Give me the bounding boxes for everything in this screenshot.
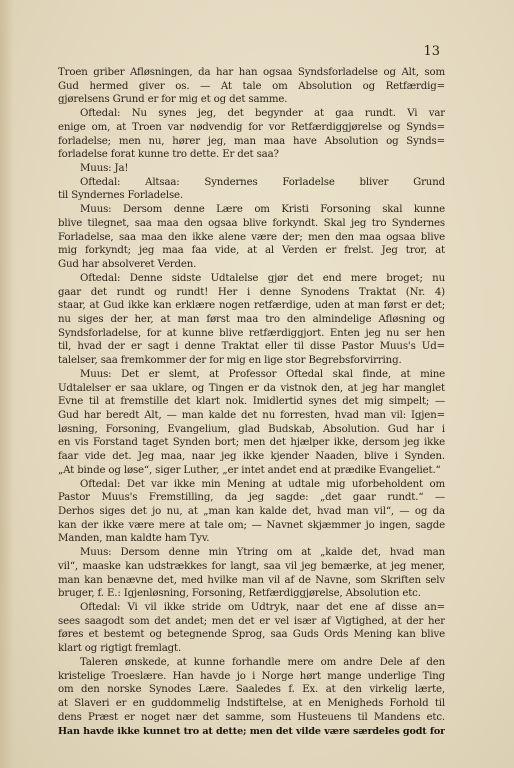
text-line: Gud har absolveret Verden. bbox=[58, 259, 197, 271]
text-line: til, hvad der er sagt i denne Traktat eller til disse Pastor Muus's Ud= bbox=[58, 341, 445, 353]
text-line: til Syndernes Forladelse. bbox=[58, 190, 184, 202]
text-line: Oftedal: Altsaa: Syndernes Forladelse bliver Grund bbox=[80, 176, 445, 188]
text-line: Pastor Muus's Fremstilling, da jeg sagde: „det gaar rundt.“ — bbox=[58, 492, 445, 504]
text-line: Gud hermed giver os. — At tale om Absolution og Retfærdig= bbox=[58, 80, 445, 92]
text-line: Syndsforladelse, for at kunne blive retfærdiggjort. Enten jeg nu ser hen bbox=[58, 327, 445, 339]
text-line: Manden, man kaldte ham Tyv. bbox=[58, 533, 210, 545]
text-line: gaar det rundt og rundt! Her i denne Synodens Traktat (Nr. 4) bbox=[58, 286, 445, 298]
text-line: enige om, at Troen var nødvendig for vor Retfærdiggjørelse og Synds= bbox=[58, 121, 445, 133]
text-line: Derhos siges det jo nu, at „man kan kalde det, hvad man vil“, — og da bbox=[58, 506, 445, 517]
text-line: nu siges der her, at man først maa tro den almindelige Afløsning og bbox=[58, 313, 445, 325]
text-line: blive tilegnet, saa maa den ogsaa blive forkyndt. Skal jeg tro Syndernes bbox=[58, 217, 445, 229]
text-line: forladelse forat kunne tro dette. Er det saa? bbox=[58, 149, 279, 161]
text-line: Udtalelser er saa uklare, og Tingen er da vistnok den, at jeg har manglet bbox=[58, 382, 445, 394]
text-line: at Slaveri er en guddommelig Indstiftelse, at en Menigheds Forhold til bbox=[58, 698, 445, 710]
text-line: gjørelsens Grund er for mig et og det samme. bbox=[58, 94, 288, 106]
text-line: kan der ikke være mere at tale om; — Navnet skjæmmer jo ingen, sagde bbox=[58, 519, 445, 531]
text-line: bruger, f. E.: Igjenløsning, Forsoning, Retfærdiggjørelse, Absolution etc. bbox=[58, 588, 421, 600]
text-line: faar vide det. Jeg maa, naar jeg ikke kjender Naaden, blive i Synden. bbox=[58, 451, 445, 463]
text-line: føres et bestemt og betegnende Sprog, saa Guds Ords Mening kan blive bbox=[58, 629, 445, 641]
text-line: Han havde ikke kunnet tro at dette; men det vilde være særdeles godt for bbox=[58, 725, 445, 737]
text-line: Troen griber Afløsningen, da har han ogsaa Syndsforladelse og Alt, som bbox=[58, 67, 445, 78]
text-line: om den norske Synodes Lære. Saaledes f. Ex. at den virkelig lærte, bbox=[58, 684, 445, 696]
text-line: Muus: Ja! bbox=[80, 163, 129, 175]
text-line: Muus: Det er slemt, at Professor Oftedal skal finde, at mine bbox=[80, 368, 445, 380]
text-line: dens Præst er noget nær det samme, som Husteuens til Mandens etc. bbox=[58, 711, 445, 723]
text-line: Muus: Dersom denne Lære om Kristi Forsoning skal kunne bbox=[80, 204, 445, 216]
text-line: vil“, maaske kan udstrækkes for langt, saa vil jeg bemærke, at jeg mener, bbox=[58, 560, 445, 572]
text-line: forladelse; men nu, hører jeg, man maa have Absolution og Synds= bbox=[58, 135, 445, 147]
text-line: Taleren ønskede, at kunne forhandle mere om andre Dele af den bbox=[80, 656, 445, 668]
text-line: man kan benævne det, med hvilke man vil af de Navne, som Skriften selv bbox=[58, 574, 445, 586]
text-line: Oftedal: Det var ikke min Mening at udtale mig uforbeholdent om bbox=[80, 478, 445, 490]
body-text bbox=[58, 66, 445, 738]
text-line: sees saagodt som det andet; men det er vel især af Vigtighed, at der her bbox=[58, 615, 445, 627]
text-line: løsning, Forsoning, Evangelium, glad Budskab, Absolution. Gud har i bbox=[58, 423, 445, 435]
text-line: Muus: Dersom denne min Ytring om at „kalde det, hvad man bbox=[80, 547, 445, 559]
text-line: Oftedal: Nu synes jeg, det begynder at gaa rundt. Vi var bbox=[80, 108, 445, 120]
text-line: Forladelse, saa maa den ikke alene være der; men den maa ogsaa blive bbox=[58, 231, 445, 243]
text-line: Oftedal: Denne sidste Udtalelse gjør det end mere broget; nu bbox=[80, 272, 445, 284]
text-line: Gud har beredt Alt, — man kalde det nu forresten, hvad man vil: Igjen= bbox=[58, 409, 445, 421]
text-line: staar, at Gud ikke kan erklære nogen retfærdige, uden at man først er det; bbox=[58, 300, 445, 312]
text-line: en vis Forstand taget Synden bort; men det hjælper ikke, dersom jeg ikke bbox=[58, 437, 445, 449]
text-line: „At binde og løse“, siger Luther, „er intet andet end at prædike Evangeliet.“ bbox=[58, 464, 441, 476]
text-line: Evne til at fremstille det klart nok. Imidlertid synes det mig simpelt; — bbox=[58, 396, 445, 408]
text-line: mig forkyndt; jeg maa faa vide, at al Verden er frelst. Jeg tror, at bbox=[58, 245, 445, 257]
text-line: kristelige Troeslære. Han havde jo i Norge hørt mange underlige Ting bbox=[58, 670, 445, 682]
page-number: 13 bbox=[423, 44, 440, 59]
text-line: Oftedal: Vi vil ikke stride om Udtryk, naar det ene af disse an= bbox=[80, 602, 445, 614]
text-line: klart og rigtigt fremlagt. bbox=[58, 643, 182, 655]
text-line: talelser, saa fremkommer der for mig en lige stor Begrebsforvirring. bbox=[58, 355, 402, 367]
